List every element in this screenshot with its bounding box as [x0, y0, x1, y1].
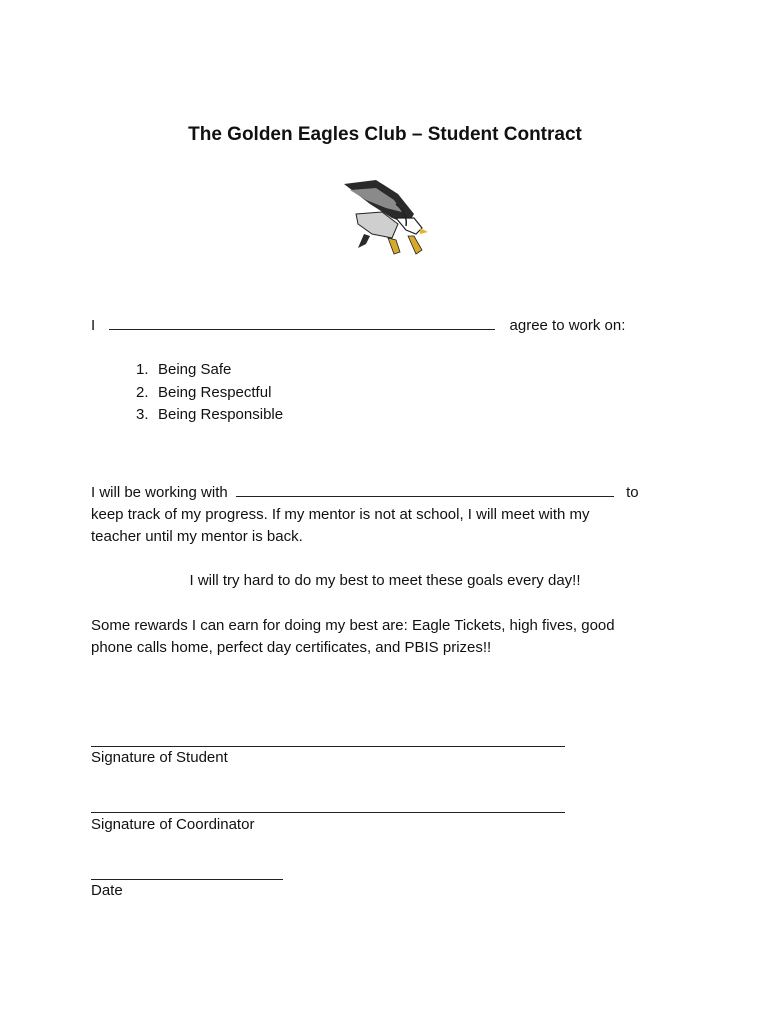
goals-list — [136, 359, 283, 427]
list-item: 3. Being Responsible — [136, 406, 284, 423]
student-name-field[interactable] — [109, 315, 495, 330]
mentor-line-3: teacher until my mentor is back. — [91, 528, 303, 545]
mentor-suffix: to — [626, 484, 639, 501]
motto: I will try hard to do my best to meet these goals every day!! — [189, 572, 581, 589]
rewards-line-2: phone calls home, perfect day certificates, and PBIS prizes!! — [91, 639, 492, 656]
date-label: Date — [91, 882, 123, 899]
mentor-prefix: I will be working with — [91, 484, 228, 501]
mentor-line-2: keep track of my progress. If my mentor is not at school, I will meet with my — [91, 506, 590, 523]
list-item: 2. Being Respectful — [136, 383, 272, 401]
coordinator-signature-label: Signature of Coordinator — [91, 816, 255, 833]
list-item: 1. Being Safe — [136, 361, 232, 378]
page-title: The Golden Eagles Club – Student Contract — [188, 124, 582, 145]
intro-line — [91, 315, 625, 337]
mentor-paragraph — [91, 482, 639, 548]
mentor-name-field[interactable] — [236, 482, 614, 497]
student-signature-label: Signature of Student — [91, 749, 228, 766]
rewards-line-1: Some rewards I can earn for doing my best are: Eagle Tickets, high fives, good — [91, 617, 615, 634]
eagle-icon — [336, 174, 436, 264]
intro-prefix: I — [91, 317, 96, 334]
intro-suffix: agree to work on: — [509, 317, 626, 334]
coordinator-signature-line[interactable] — [91, 811, 565, 813]
rewards-paragraph — [91, 615, 615, 659]
